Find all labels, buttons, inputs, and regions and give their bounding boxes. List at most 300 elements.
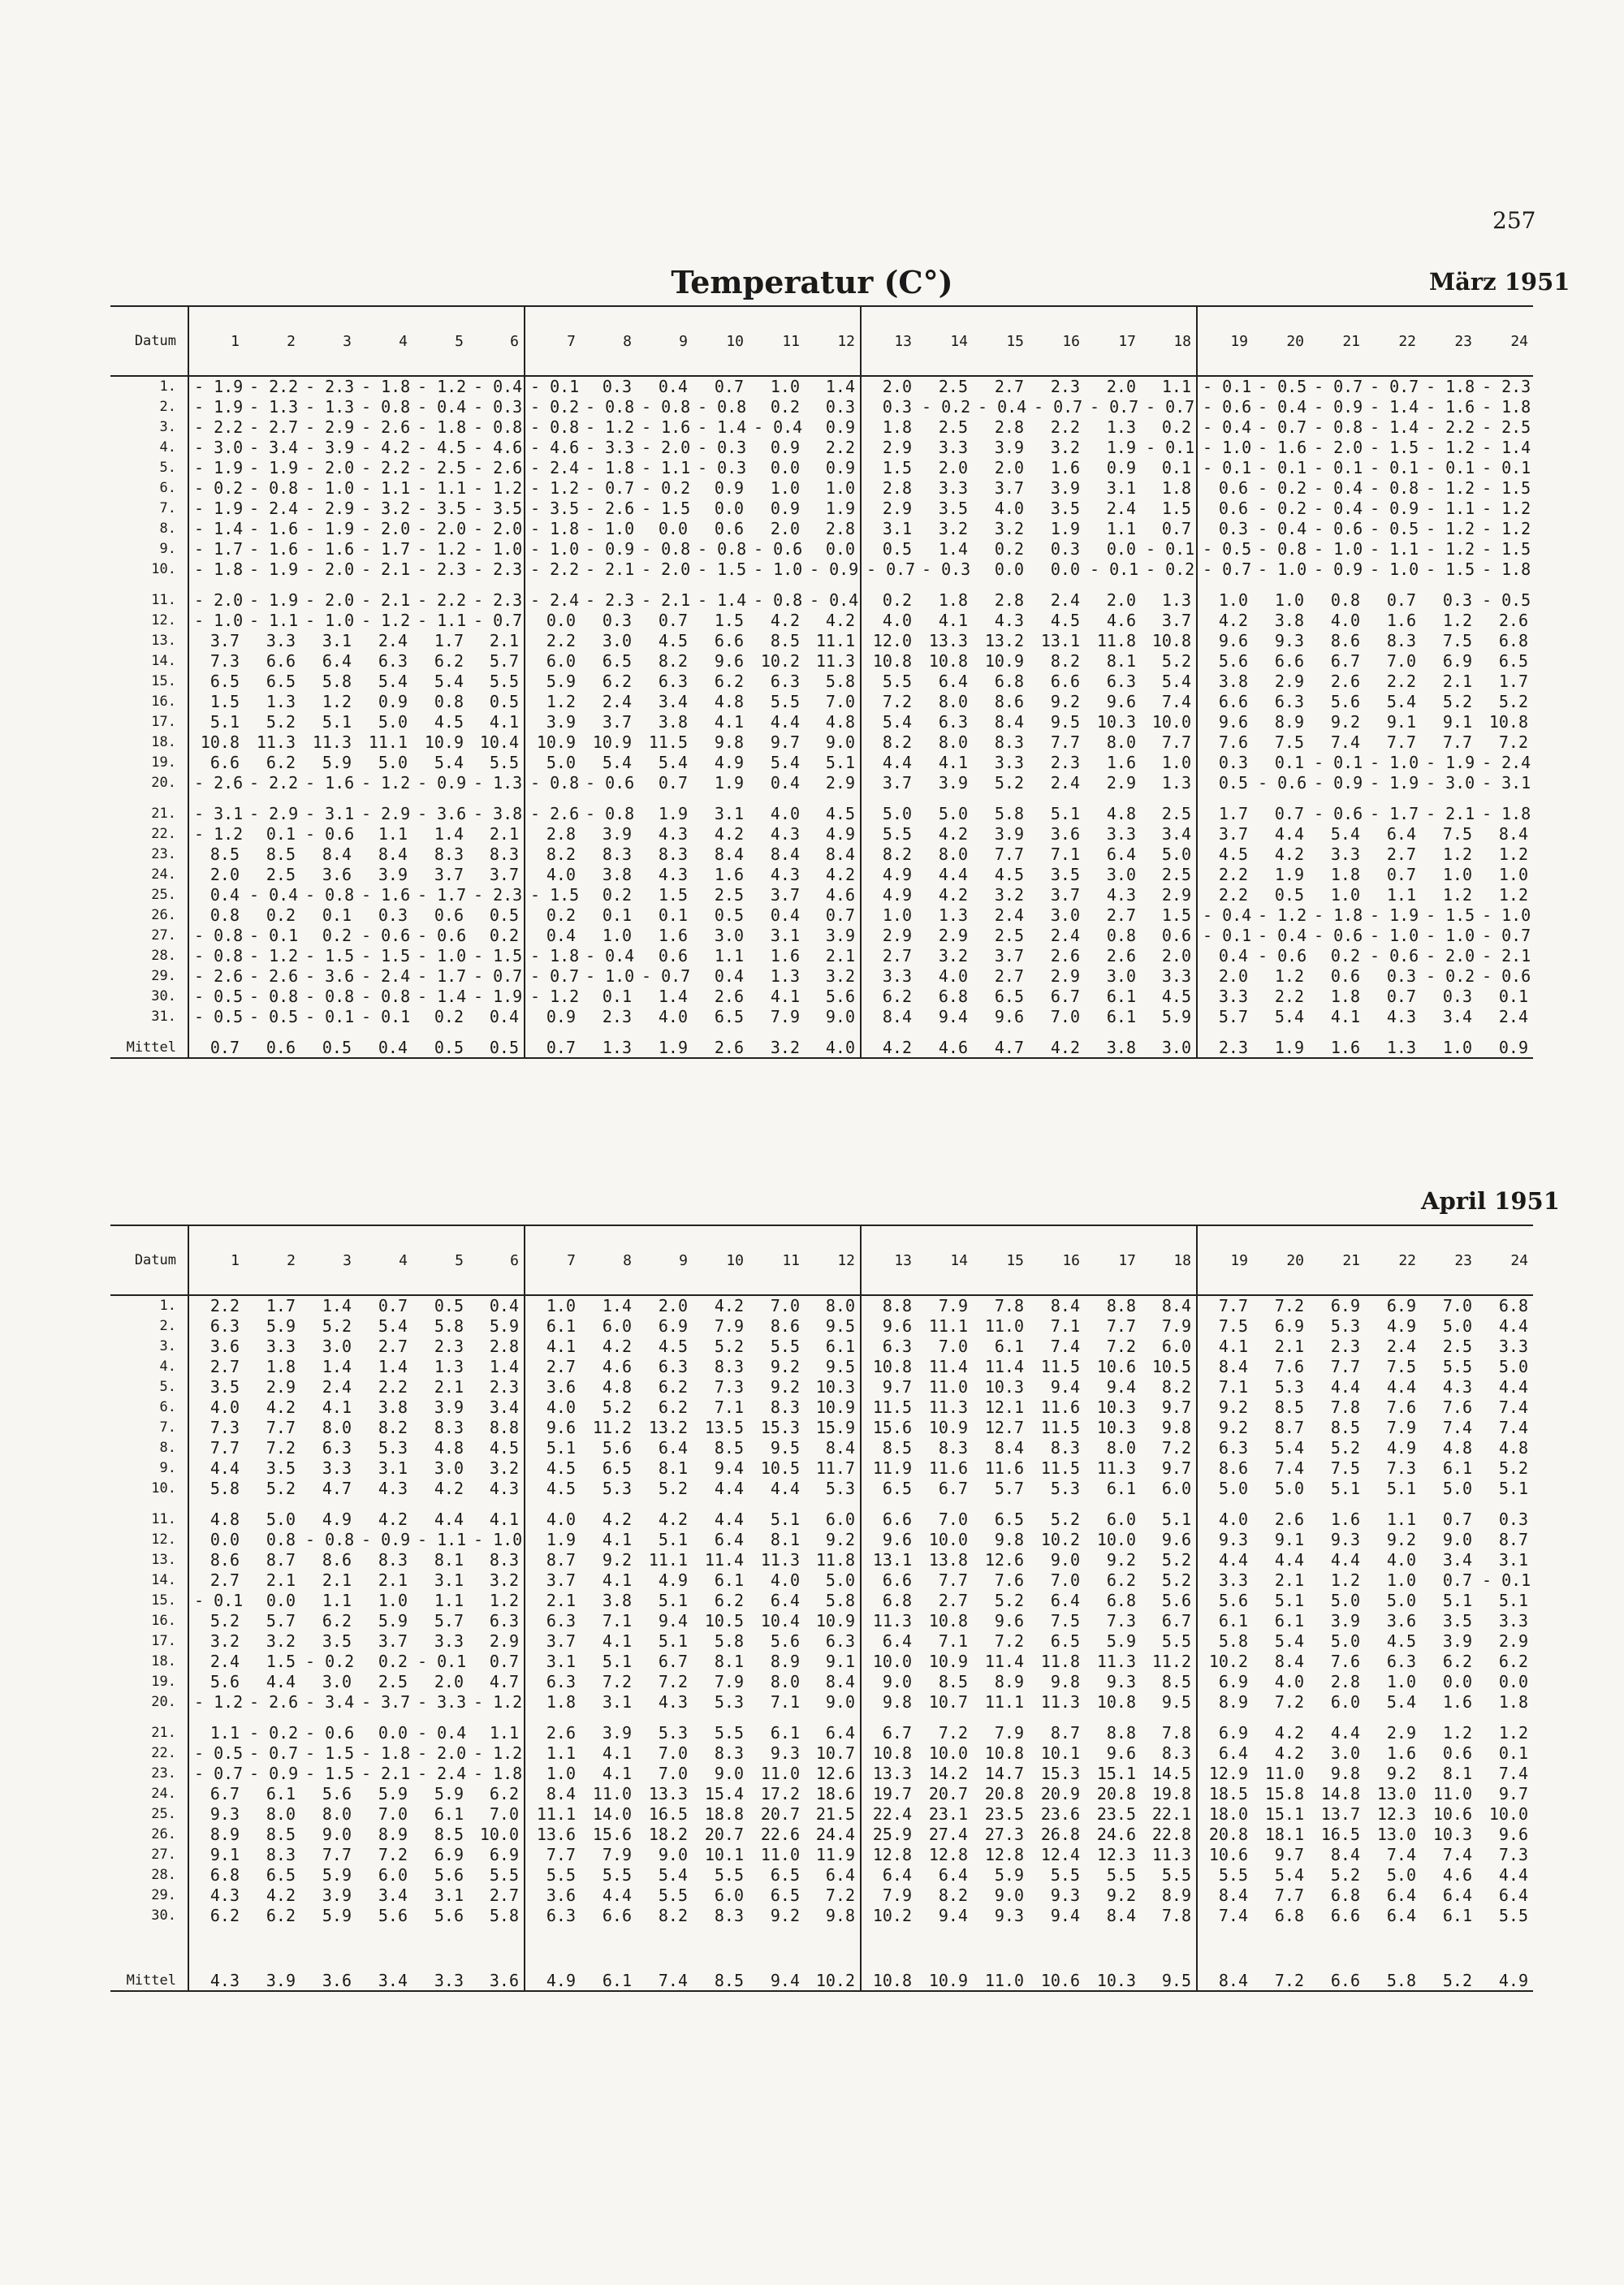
temperature-cell: 0.1: [602, 905, 632, 925]
temperature-cell: 9.4: [1106, 1376, 1136, 1397]
temperature-cell: 6.4: [1442, 1885, 1472, 1905]
temperature-cell: 10.2: [760, 650, 800, 671]
temperature-cell: 19.7: [872, 1783, 912, 1803]
temperature-cell: 2.4: [994, 905, 1024, 925]
temperature-cell: 4.1: [322, 1397, 352, 1417]
temperature-cell: 4.7: [322, 1478, 352, 1498]
date-cell: 9.: [110, 538, 188, 559]
temperature-cell: 1.4: [469, 1356, 525, 1376]
temperature-cell: 23.6: [1040, 1803, 1080, 1824]
temperature-cell: 0.9: [805, 457, 861, 477]
temperature-cell: 4.4: [1386, 1376, 1416, 1397]
temperature-cell: 4.2: [938, 823, 968, 844]
temperature-cell: 7.0: [658, 1763, 688, 1783]
temperature-cell: 5.0: [805, 1570, 861, 1590]
temperature-cell: 3.6: [469, 1925, 525, 1991]
temperature-cell: - 1.3: [249, 396, 299, 417]
temperature-cell: 2.7: [994, 377, 1024, 396]
temperature-cell: - 0.8: [469, 417, 525, 437]
table-row: [110, 884, 1533, 905]
temperature-cell: 6.8: [882, 1590, 912, 1610]
temperature-cell: - 0.6: [1370, 945, 1419, 965]
temperature-cell: 8.0: [322, 1417, 352, 1437]
temperature-cell: 4.5: [1386, 1631, 1416, 1651]
temperature-cell: 8.4: [805, 844, 861, 864]
temperature-cell: - 0.9: [1314, 559, 1363, 579]
temperature-cell: 1.0: [882, 905, 912, 925]
temperature-cell: 2.7: [1386, 844, 1416, 864]
temperature-cell: 7.8: [1141, 1712, 1197, 1743]
temperature-cell: 8.4: [1218, 1885, 1248, 1905]
temperature-cell: 5.2: [1442, 1971, 1472, 1990]
temperature-cell: 8.1: [1106, 650, 1136, 671]
temperature-cell: 0.8: [266, 1529, 296, 1549]
temperature-cell: 9.2: [1330, 711, 1360, 732]
temperature-cell: 11.6: [1040, 1397, 1080, 1417]
temperature-cell: - 1.1: [417, 610, 467, 630]
temperature-cell: 5.1: [1442, 1590, 1472, 1610]
temperature-cell: 2.9: [1274, 671, 1304, 691]
temperature-cell: - 0.2: [530, 396, 580, 417]
temperature-cell: 3.2: [469, 1458, 525, 1478]
temperature-cell: - 0.8: [249, 986, 299, 1006]
temperature-cell: 0.7: [805, 905, 861, 925]
temperature-cell: - 0.8: [530, 772, 580, 793]
temperature-cell: 2.1: [469, 630, 525, 650]
temperature-cell: 6.0: [378, 1864, 408, 1885]
temperature-cell: 2.2: [209, 1296, 240, 1315]
temperature-cell: 4.9: [1498, 1971, 1528, 1990]
temperature-cell: - 2.6: [530, 804, 580, 823]
temperature-cell: 8.4: [1330, 1844, 1360, 1864]
temperature-cell: 6.2: [266, 752, 296, 772]
temperature-cell: 6.3: [322, 1437, 352, 1458]
temperature-cell: 1.3: [434, 1356, 464, 1376]
temperature-cell: 5.0: [1442, 1315, 1472, 1336]
temperature-cell: 8.4: [994, 1437, 1024, 1458]
temperature-cell: 9.6: [1218, 711, 1248, 732]
temperature-cell: 5.0: [882, 804, 912, 823]
temperature-cell: - 0.7: [1090, 396, 1139, 417]
temperature-cell: 3.2: [805, 965, 861, 986]
temperature-cell: 3.4: [658, 691, 688, 711]
temperature-cell: 20.8: [984, 1783, 1024, 1803]
temperature-cell: 0.6: [1141, 925, 1197, 945]
temperature-cell: 5.2: [1141, 1549, 1197, 1570]
temperature-cell: - 3.0: [194, 437, 244, 457]
hour-header: 14: [950, 1251, 968, 1269]
temperature-cell: 8.2: [882, 732, 912, 752]
temperature-cell: 9.0: [882, 1671, 912, 1691]
temperature-cell: - 2.0: [305, 457, 355, 477]
temperature-cell: - 1.2: [1482, 498, 1531, 518]
temperature-cell: 1.8: [546, 1691, 576, 1712]
temperature-cell: 4.0: [546, 1510, 576, 1529]
temperature-cell: 9.2: [770, 1905, 800, 1925]
temperature-cell: 6.1: [1106, 1006, 1136, 1026]
temperature-cell: 0.5: [434, 1296, 464, 1315]
temperature-cell: 11.3: [312, 732, 352, 752]
date-cell: 6.: [110, 477, 188, 498]
temperature-cell: 23.5: [984, 1803, 1024, 1824]
temperature-cell: 8.1: [714, 1651, 744, 1671]
temperature-cell: 1.3: [938, 905, 968, 925]
temperature-cell: 9.1: [1386, 711, 1416, 732]
temperature-cell: 3.0: [1106, 864, 1136, 884]
temperature-cell: 11.8: [1096, 630, 1136, 650]
temperature-cell: 0.3: [1442, 986, 1472, 1006]
temperature-cell: 1.8: [266, 1356, 296, 1376]
temperature-cell: 7.7: [322, 1844, 352, 1864]
temperature-cell: 5.5: [1498, 1905, 1528, 1925]
temperature-cell: 3.0: [1106, 965, 1136, 986]
temperature-cell: 7.9: [994, 1723, 1024, 1743]
temperature-cell: 3.8: [658, 711, 688, 732]
temperature-cell: 5.9: [434, 1783, 464, 1803]
temperature-cell: 5.6: [1330, 691, 1360, 711]
temperature-cell: 8.5: [434, 1824, 464, 1844]
temperature-cell: - 1.0: [1482, 905, 1531, 925]
temperature-cell: - 1.3: [469, 772, 525, 793]
temperature-cell: - 1.9: [1370, 772, 1419, 793]
temperature-cell: 6.7: [882, 1723, 912, 1743]
temperature-cell: 6.5: [994, 986, 1024, 1006]
date-cell: 14.: [110, 1570, 188, 1590]
temperature-cell: 5.6: [434, 1864, 464, 1885]
temperature-cell: 10.3: [1096, 711, 1136, 732]
temperature-cell: 6.4: [1386, 823, 1416, 844]
temperature-cell: - 1.1: [1426, 498, 1475, 518]
date-cell: 1.: [110, 1295, 188, 1315]
temperature-cell: 1.4: [322, 1356, 352, 1376]
temperature-cell: - 0.8: [1314, 417, 1363, 437]
temperature-cell: 4.9: [322, 1510, 352, 1529]
hour-header: 11: [782, 1251, 800, 1269]
temperature-cell: 6.6: [1330, 1905, 1360, 1925]
temperature-cell: 2.0: [938, 457, 968, 477]
temperature-cell: 5.1: [658, 1631, 688, 1651]
temperature-cell: - 1.9: [194, 457, 244, 477]
temperature-cell: 5.0: [938, 804, 968, 823]
date-cell: 14.: [110, 650, 188, 671]
table-row: [110, 1885, 1533, 1905]
temperature-cell: - 0.1: [417, 1651, 467, 1671]
hour-header: 6: [469, 1225, 525, 1295]
temperature-cell: 2.9: [882, 925, 912, 945]
temperature-cell: 5.4: [434, 752, 464, 772]
temperature-cell: 11.4: [928, 1356, 968, 1376]
temperature-cell: 0.9: [714, 477, 744, 498]
temperature-cell: 4.4: [714, 1478, 744, 1498]
temperature-cell: 8.3: [770, 1397, 800, 1417]
temperature-cell: 1.4: [378, 1356, 408, 1376]
temperature-cell: - 0.7: [641, 965, 691, 986]
temperature-cell: 5.8: [994, 804, 1024, 823]
temperature-cell: 8.4: [1218, 1971, 1248, 1990]
temperature-cell: 7.7: [994, 844, 1024, 864]
temperature-cell: 1.6: [658, 925, 688, 945]
temperature-cell: 2.9: [1106, 772, 1136, 793]
temperature-cell: - 1.5: [1482, 538, 1531, 559]
table-row: [110, 1295, 1533, 1315]
temperature-cell: 4.2: [378, 1510, 408, 1529]
temperature-cell: 14.7: [984, 1763, 1024, 1783]
temperature-cell: 1.6: [1386, 1743, 1416, 1763]
temperature-cell: 6.6: [1330, 1971, 1360, 1990]
temperature-cell: - 1.0: [469, 538, 525, 559]
temperature-cell: 2.7: [546, 1356, 576, 1376]
temperature-cell: 6.7: [1330, 650, 1360, 671]
temperature-cell: 2.0: [209, 864, 240, 884]
temperature-cell: 5.9: [266, 1315, 296, 1336]
temperature-cell: - 3.8: [469, 793, 525, 823]
temperature-cell: - 1.6: [1258, 437, 1307, 457]
temperature-cell: 6.8: [938, 986, 968, 1006]
temperature-cell: 0.4: [209, 884, 240, 905]
month-label-march: März 1951: [1429, 268, 1570, 296]
temperature-cell: 3.5: [322, 1631, 352, 1651]
table-row: [110, 1570, 1533, 1590]
temperature-cell: - 1.2: [530, 986, 580, 1006]
temperature-cell: 11.1: [536, 1803, 576, 1824]
date-cell: 4.: [110, 437, 188, 457]
temperature-cell: 3.0: [1141, 1026, 1197, 1058]
temperature-cell: 6.5: [602, 650, 632, 671]
temperature-cell: - 0.8: [361, 986, 411, 1006]
temperature-cell: 2.4: [322, 1376, 352, 1397]
temperature-cell: 0.5: [469, 1026, 525, 1058]
temperature-cell: 1.9: [658, 1038, 688, 1057]
temperature-cell: 0.2: [882, 590, 912, 610]
temperature-cell: 1.2: [1498, 884, 1528, 905]
temperature-cell: 10.9: [928, 1651, 968, 1671]
temperature-cell: 5.1: [602, 1651, 632, 1671]
temperature-cell: 1.0: [1274, 590, 1304, 610]
temperature-cell: 3.9: [434, 1397, 464, 1417]
temperature-cell: - 2.4: [361, 965, 411, 986]
table-row: [110, 671, 1533, 691]
temperature-cell: 3.5: [1050, 498, 1080, 518]
date-cell: 25.: [110, 884, 188, 905]
temperature-cell: 11.1: [928, 1315, 968, 1336]
temperature-cell: 8.4: [1498, 823, 1528, 844]
temperature-cell: - 1.4: [194, 518, 244, 538]
temperature-cell: - 0.8: [305, 986, 355, 1006]
temperature-cell: - 2.4: [530, 457, 580, 477]
temperature-cell: - 2.6: [361, 417, 411, 437]
temperature-cell: 1.1: [546, 1743, 576, 1763]
temperature-cell: 5.1: [1498, 1478, 1528, 1498]
temperature-cell: 6.1: [1106, 1478, 1136, 1498]
temperature-cell: - 0.1: [1141, 437, 1197, 457]
temperature-cell: - 0.1: [1141, 538, 1197, 559]
temperature-cell: 5.9: [322, 1864, 352, 1885]
temperature-cell: 3.3: [994, 752, 1024, 772]
temperature-cell: 0.6: [714, 518, 744, 538]
temperature-cell: 3.2: [266, 1631, 296, 1651]
temperature-cell: 7.2: [1498, 732, 1528, 752]
temperature-cell: 4.1: [938, 752, 968, 772]
temperature-cell: 4.1: [469, 1498, 525, 1529]
temperature-cell: - 0.9: [361, 1529, 411, 1549]
temperature-cell: 1.5: [658, 884, 688, 905]
table-row: [110, 864, 1533, 884]
temperature-cell: - 2.0: [641, 437, 691, 457]
temperature-cell: 11.0: [1432, 1783, 1472, 1803]
temperature-cell: 3.7: [602, 711, 632, 732]
temperature-cell: 8.5: [938, 1671, 968, 1691]
table-row: [110, 732, 1533, 752]
temperature-cell: 10.9: [805, 1610, 861, 1631]
temperature-cell: 8.9: [209, 1824, 240, 1844]
temperature-cell: 3.6: [1386, 1610, 1416, 1631]
temperature-cell: 5.2: [1141, 650, 1197, 671]
temperature-cell: - 2.5: [1482, 417, 1531, 437]
temperature-cell: 4.2: [938, 884, 968, 905]
temperature-cell: 9.7: [1141, 1458, 1197, 1478]
temperature-cell: - 1.2: [417, 538, 467, 559]
temperature-cell: 6.6: [266, 650, 296, 671]
temperature-cell: 15.6: [872, 1417, 912, 1437]
temperature-cell: - 1.5: [305, 1743, 355, 1763]
temperature-cell: - 0.9: [249, 1763, 299, 1783]
temperature-cell: - 0.1: [1314, 457, 1363, 477]
temperature-cell: - 0.6: [585, 772, 635, 793]
temperature-cell: 5.3: [602, 1478, 632, 1498]
temperature-cell: - 1.8: [1314, 905, 1363, 925]
temperature-cell: - 1.5: [469, 945, 525, 965]
temperature-cell: 6.0: [1141, 1336, 1197, 1356]
temperature-cell: 2.0: [1218, 965, 1248, 986]
temperature-cell: 1.2: [1442, 844, 1472, 864]
temperature-cell: - 0.1: [1203, 925, 1252, 945]
temperature-cell: 8.6: [1218, 1458, 1248, 1478]
temperature-cell: - 3.0: [1426, 772, 1475, 793]
temperature-cell: 8.2: [1141, 1376, 1197, 1397]
temperature-cell: - 2.1: [361, 559, 411, 579]
temperature-cell: 6.2: [434, 650, 464, 671]
temperature-cell: 4.3: [658, 823, 688, 844]
temperature-cell: 1.4: [938, 538, 968, 559]
temperature-cell: 6.7: [938, 1478, 968, 1498]
temperature-cell: 4.0: [770, 804, 800, 823]
temperature-cell: 4.9: [714, 752, 744, 772]
temperature-cell: 5.7: [994, 1478, 1024, 1498]
temperature-cell: 7.3: [714, 1376, 744, 1397]
temperature-cell: 10.8: [872, 1971, 912, 1990]
temperature-cell: 0.6: [266, 1038, 296, 1057]
temperature-cell: 1.7: [1218, 804, 1248, 823]
temperature-cell: - 2.1: [1482, 945, 1531, 965]
temperature-cell: 7.9: [1141, 1315, 1197, 1336]
temperature-cell: 0.0: [1442, 1671, 1472, 1691]
temperature-cell: 6.7: [658, 1651, 688, 1671]
temperature-cell: 6.2: [882, 986, 912, 1006]
temperature-cell: 0.7: [546, 1038, 576, 1057]
temperature-cell: - 0.6: [361, 925, 411, 945]
temperature-cell: - 1.2: [361, 772, 411, 793]
temperature-cell: 2.3: [1050, 377, 1080, 396]
temperature-cell: 10.8: [1141, 630, 1197, 650]
temperature-cell: 3.8: [378, 1397, 408, 1417]
temperature-cell: 9.2: [1106, 1549, 1136, 1570]
temperature-cell: 4.9: [546, 1971, 576, 1990]
temperature-cell: 4.1: [770, 986, 800, 1006]
temperature-cell: 9.2: [602, 1549, 632, 1570]
temperature-cell: 0.2: [1141, 417, 1197, 437]
temperature-cell: 8.4: [714, 844, 744, 864]
temperature-cell: 6.9: [1274, 1315, 1304, 1336]
temperature-cell: 4.0: [546, 1397, 576, 1417]
temperature-cell: 2.1: [469, 823, 525, 844]
temperature-cell: 8.4: [1106, 1905, 1136, 1925]
temperature-cell: 3.0: [1330, 1743, 1360, 1763]
temperature-cell: 5.1: [546, 1437, 576, 1458]
temperature-cell: 7.9: [938, 1296, 968, 1315]
temperature-cell: 8.2: [938, 1885, 968, 1905]
temperature-cell: 0.3: [1498, 1510, 1528, 1529]
temperature-cell: 5.2: [1498, 691, 1528, 711]
temperature-cell: - 0.4: [249, 884, 299, 905]
temperature-cell: 4.1: [602, 1529, 632, 1549]
temperature-cell: 4.0: [770, 1570, 800, 1590]
temperature-cell: - 1.9: [469, 986, 525, 1006]
temperature-cell: - 0.8: [585, 396, 635, 417]
temperature-cell: 10.2: [1208, 1651, 1248, 1671]
temperature-cell: - 2.9: [305, 417, 355, 437]
temperature-cell: 2.7: [1106, 905, 1136, 925]
temperature-cell: 4.1: [1330, 1006, 1360, 1026]
temperature-cell: 4.5: [994, 864, 1024, 884]
temperature-cell: 6.4: [805, 1864, 861, 1885]
temperature-cell: 6.3: [469, 1610, 525, 1631]
date-cell: 27.: [110, 1844, 188, 1864]
temperature-cell: 0.2: [770, 396, 800, 417]
temperature-cell: 2.9: [805, 772, 861, 793]
temperature-cell: 9.3: [994, 1905, 1024, 1925]
datum-header: Datum: [110, 1225, 188, 1295]
temperature-cell: 8.0: [805, 1295, 861, 1315]
temperature-cell: 6.4: [1386, 1885, 1416, 1905]
temperature-cell: 4.5: [658, 1336, 688, 1356]
temperature-cell: 3.3: [1330, 844, 1360, 864]
temperature-cell: 6.1: [434, 1803, 464, 1824]
temperature-cell: 5.6: [1218, 650, 1248, 671]
temperature-cell: - 1.3: [305, 396, 355, 417]
temperature-cell: 4.2: [1274, 1723, 1304, 1743]
temperature-cell: 9.8: [805, 1905, 861, 1925]
temperature-cell: 6.3: [658, 1356, 688, 1376]
temperature-cell: 5.1: [1050, 804, 1080, 823]
temperature-cell: 0.7: [1386, 864, 1416, 884]
temperature-cell: 5.5: [469, 671, 525, 691]
hour-header: 5: [455, 332, 464, 350]
temperature-cell: 7.1: [714, 1397, 744, 1417]
temperature-cell: 6.3: [805, 1631, 861, 1651]
date-cell: 8.: [110, 1437, 188, 1458]
temperature-cell: 6.0: [546, 650, 576, 671]
temperature-cell: 0.1: [658, 905, 688, 925]
temperature-cell: 13.3: [872, 1763, 912, 1783]
temperature-cell: 0.9: [770, 437, 800, 457]
temperature-cell: 5.1: [1330, 1478, 1360, 1498]
temperature-cell: - 0.2: [922, 396, 971, 417]
temperature-cell: 8.3: [434, 1417, 464, 1437]
temperature-cell: 7.8: [1141, 1905, 1197, 1925]
temperature-cell: 6.7: [1141, 1610, 1197, 1631]
temperature-cell: 4.8: [1106, 804, 1136, 823]
hour-header: 3: [343, 1251, 352, 1269]
